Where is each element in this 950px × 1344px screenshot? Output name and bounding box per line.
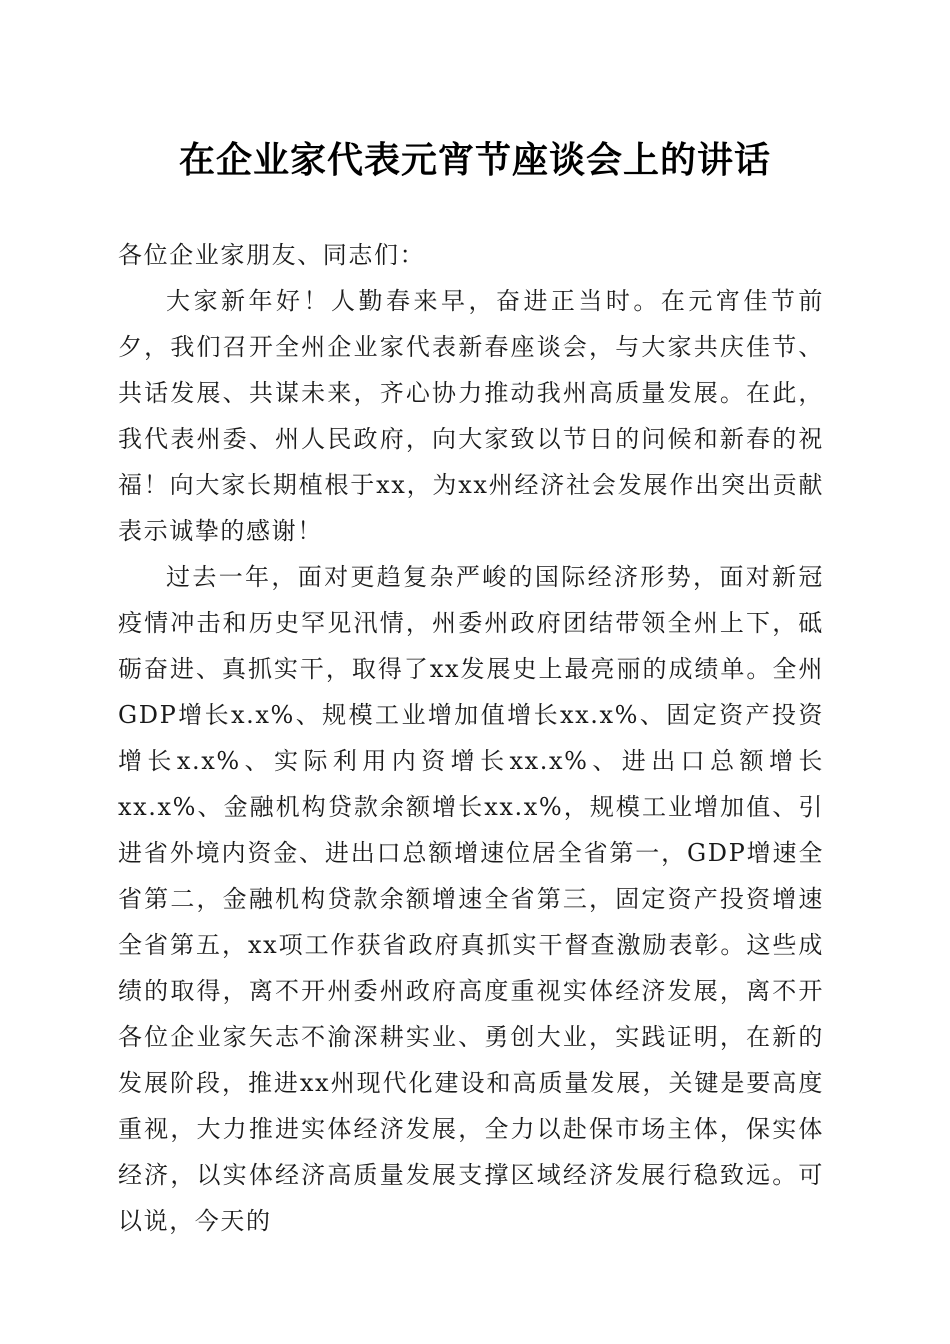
document-title: 在企业家代表元宵节座谈会上的讲话: [178, 139, 771, 181]
document-body: [118, 232, 824, 1244]
paragraph-greeting: 大家新年好！人勤春来早，奋进正当时。在元宵佳节前夕，我们召开全州企业家代表新春座谈会，与大家共庆佳节、共话发展、共谋未来，齐心协力推动我州高质量发展。在此，我代表州委、州人民政府，向大家致以节日的问候和新春的祝福！向大家长期植根于xx，为xx州经济社会发展作出突出贡献表示诚挚的感谢！: [118, 287, 824, 545]
salutation: 各位企业家朋友、同志们：: [118, 241, 426, 269]
paragraph-review: 过去一年，面对更趋复杂严峻的国际经济形势，面对新冠疫情冲击和历史罕见汛情，州委州政府团结带领全州上下，砥砺奋进、真抓实干，取得了xx发展史上最亮丽的成绩单。全州GDP增长x.x%、规模工业增加值增长xx.x%、固定资产投资增长x.x%、实际利用内资增长xx.x%、进出口总额增长xx.x%、金融机构贷款余额增长xx.x%，规模工业增加值、引进省外境内资金、进出口总额增速位居全省第一，GDP增速全省第二，金融机构贷款余额增速全省第三，固定资产投资增速全省第五，xx项工作获省政府真抓实干督查激励表彰。这些成绩的取得，离不开州委州政府高度重视实体经济发展，离不开各位企业家矢志不渝深耕实业、勇创大业，实践证明，在新的发展阶段，推进xx州现代化建设和高质量发展，关键是要高度重视，大力推进实体经济发展，全力以赴保市场主体，保实体经济，以实体经济高质量发展支撑区域经济发展行稳致远。可以说，今天的: [118, 563, 824, 1235]
